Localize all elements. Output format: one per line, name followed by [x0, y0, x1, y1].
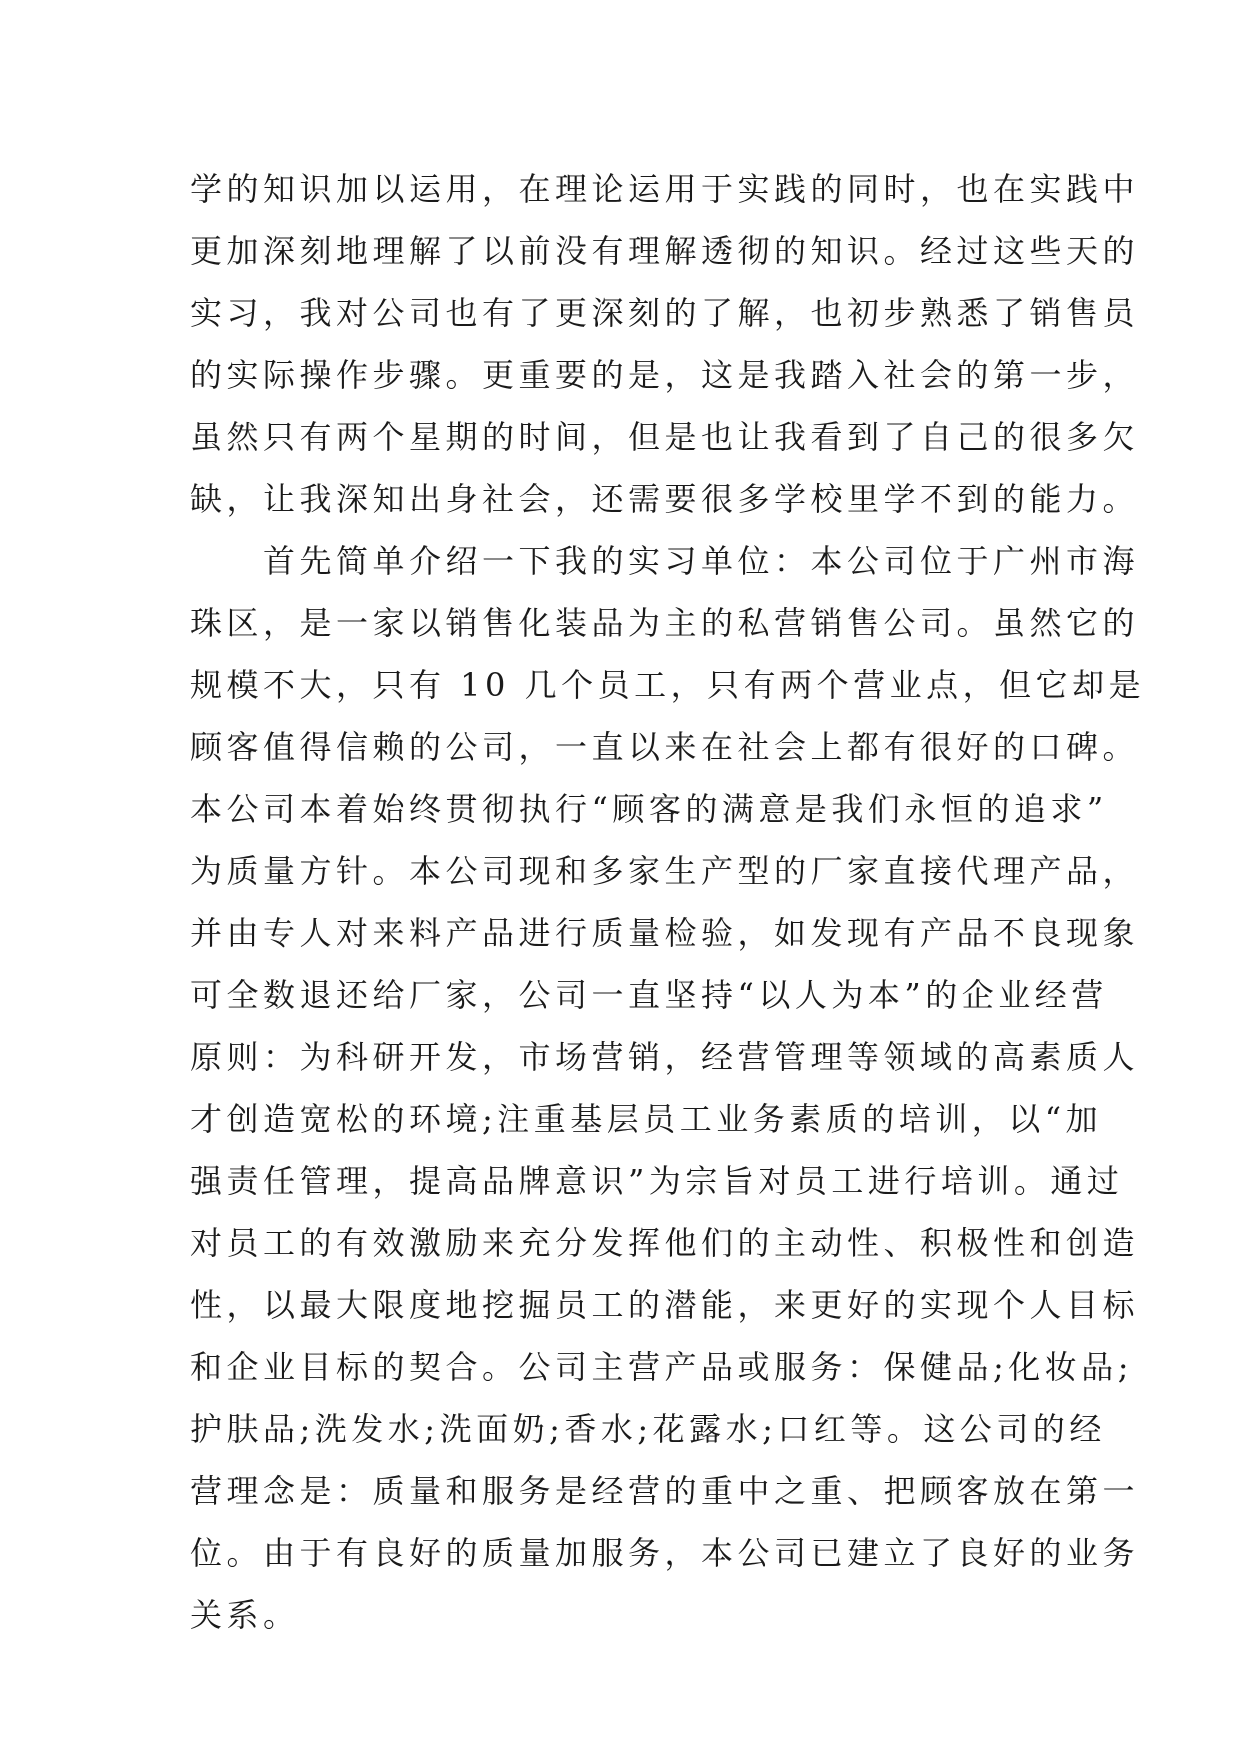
text-line: 护肤品;洗发水;洗面奶;香水;花露水;口红等。这公司的经	[190, 1410, 1106, 1448]
text-line: 才创造宽松的环境;注重基层员工业务素质的培训，以“加	[190, 1100, 1103, 1138]
text-line: 位。由于有良好的质量加服务，本公司已建立了良好的业务	[190, 1534, 1140, 1572]
text-line: 关系。	[190, 1596, 300, 1634]
text-line: 实习，我对公司也有了更深刻的了解，也初步熟悉了销售员	[190, 294, 1140, 332]
text-line: 和企业目标的契合。公司主营产品或服务：保健品;化妆品;	[190, 1348, 1134, 1386]
text-line: 学的知识加以运用，在理论运用于实践的同时，也在实践中	[190, 170, 1140, 208]
text-line: 并由专人对来料产品进行质量检验，如发现有产品不良现象	[190, 914, 1140, 952]
text-line: 营理念是：质量和服务是经营的重中之重、把顾客放在第一	[190, 1472, 1140, 1510]
text-line: 本公司本着始终贯彻执行“顾客的满意是我们永恒的追求”	[190, 790, 1108, 828]
text-line: 可全数退还给厂家，公司一直坚持“以人为本”的企业经营	[190, 976, 1108, 1014]
text-line: 首先简单介绍一下我的实习单位：本公司位于广州市海	[190, 542, 1140, 580]
text-line: 对员工的有效激励来充分发挥他们的主动性、积极性和创造	[190, 1224, 1140, 1262]
text-line: 虽然只有两个星期的时间，但是也让我看到了自己的很多欠	[190, 418, 1140, 456]
body-text	[190, 158, 1146, 1646]
text-line: 缺，让我深知出身社会，还需要很多学校里学不到的能力。	[190, 480, 1140, 518]
text-line: 顾客值得信赖的公司，一直以来在社会上都有很好的口碑。	[190, 728, 1140, 766]
text-line: 规模不大，只有 10 几个员工，只有两个营业点，但它却是	[190, 666, 1146, 704]
text-line: 珠区，是一家以销售化装品为主的私营销售公司。虽然它的	[190, 604, 1140, 642]
text-line: 强责任管理，提高品牌意识”为宗旨对员工进行培训。通过	[190, 1162, 1124, 1200]
text-line: 为质量方针。本公司现和多家生产型的厂家直接代理产品，	[190, 852, 1140, 890]
text-line: 原则：为科研开发，市场营销，经营管理等领域的高素质人	[190, 1038, 1140, 1076]
text-line: 更加深刻地理解了以前没有理解透彻的知识。经过这些天的	[190, 232, 1140, 270]
text-line: 的实际操作步骤。更重要的是，这是我踏入社会的第一步，	[190, 356, 1140, 394]
text-line: 性，以最大限度地挖掘员工的潜能，来更好的实现个人目标	[190, 1286, 1140, 1324]
